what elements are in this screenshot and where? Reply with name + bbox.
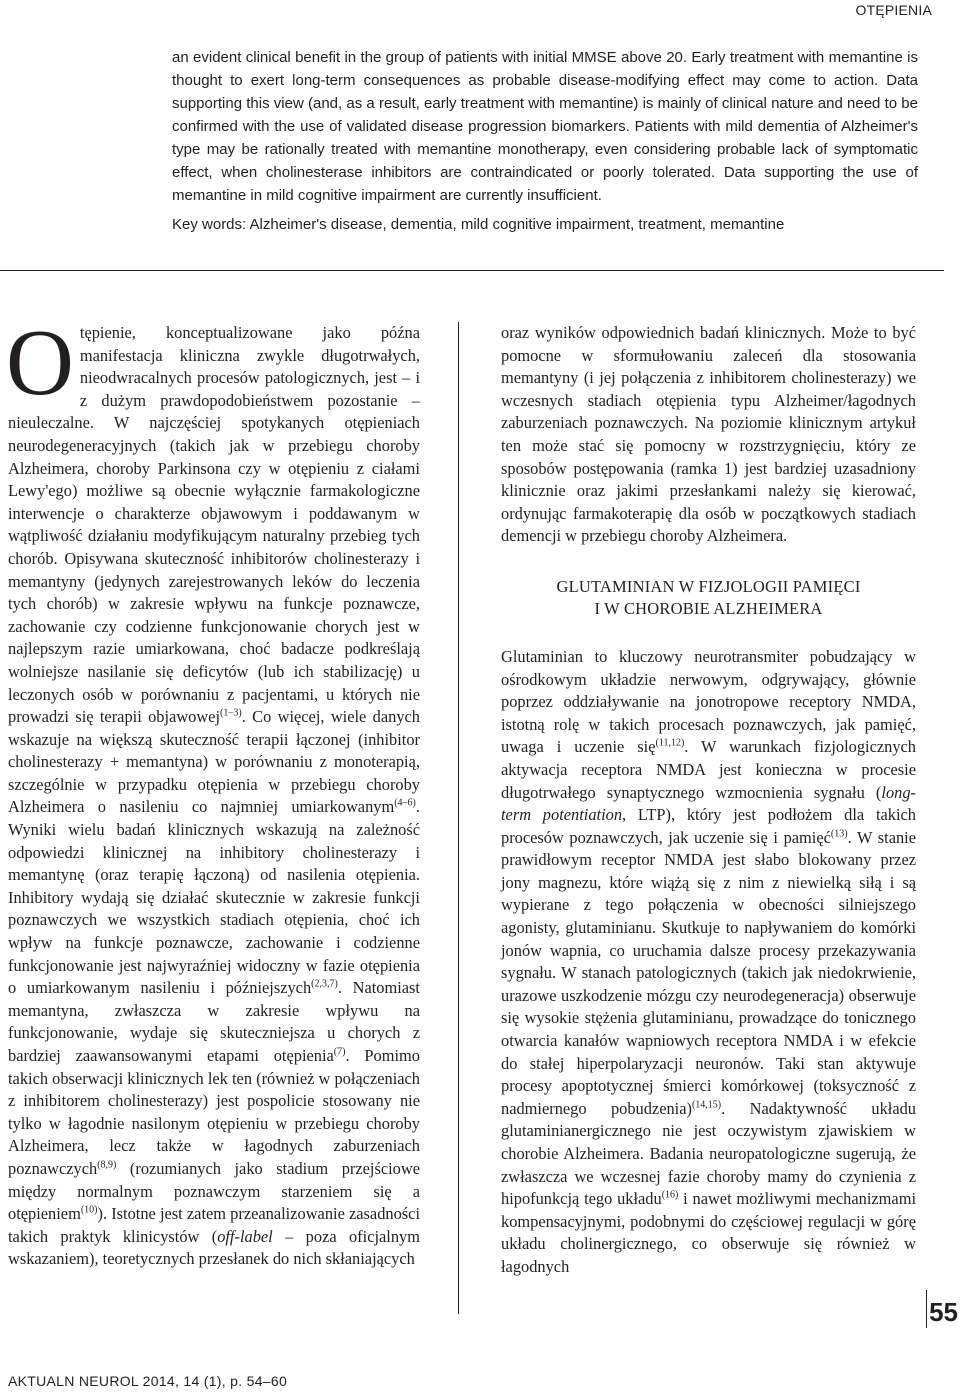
- reference: (16): [661, 1189, 679, 1201]
- text-span: tępienie, konceptualizowane jako późna manifestacja kliniczna zwykle długotrwałych, nieodwracalnych procesów patologicznych, jest – i z dużym prawdopodobieństwem pozostanie – nieuleczalne. W najczęściej spotykanych otępieniach neurodegeneracyjnych (takich jak w przebiegu choroby Alzheimera, choroby Parkinsona czy w otępieniu z ciałami Lewy'ego) możliwe są obecnie wyłącznie farmakologiczne interwencje o charakterze objawowym i poddawanym w wątpliwość działaniu modyfikującym naturalny przebieg tych chorób. Opisywana skuteczność inhibitorów cholinesterazy i memantyny (jedynych zarejestrowanych leków do leczenia tych chorób) w zakresie wpływu na funkcje poznawcze, zachowanie czy codzienne funkcjonowanie chorych jest w najlepszym razie umiarkowana, choć badacze podkreślają wolniejsze nasilanie się deficytów (lub ich stabilizację) u leczonych osób w porównaniu z pacjentami, u których nie prowadzi się terapii objawowej: [8, 323, 420, 727]
- journal-citation: AKTUALN NEUROL 2014, 14 (1), p. 54–60: [8, 1373, 288, 1389]
- right-column-intro: oraz wyników odpowiednich badań klinicznych. Może to być pomocne w sformułowaniu zaleceń dla stosowania memantyny (i jej połączenia z inhibitorem cholinesterazy) we wczesnych stadiach otępienia typu Alzheimer/łagodnych zaburzeniach poznawczych. Na poziomie klinicznym artykuł ten może stać się pomocny w rozstrzygnięciu, który ze sposobów postępowania (ramka 1) jest bardziej uzasadniony klinicznie oraz jakimi przesłankami należy się kierować, ordynując farmakoterapię dla osób w początkowych stadiach demencji w przebiegu choroby Alzheimera.: [501, 323, 916, 546]
- reference: (4–6): [394, 798, 416, 809]
- keywords: [172, 214, 918, 236]
- off-label-term: off-label: [217, 1226, 273, 1246]
- heading-line-2: I W CHOROBIE ALZHEIMERA: [594, 598, 823, 618]
- text-span: . Co więcej, wiele danych wskazuje na większą skuteczność terapii łączonej (inhibitor cholinesterazy + memantyna) w porównaniu z monoterapią, szczególnie w przypadku otępienia w przebiegu choroby Alzheimera o nasileniu co najmniej umiarkowanym: [8, 707, 420, 817]
- page-number-rule: [926, 1290, 927, 1328]
- text-span: . Pomimo takich obserwacji klinicznych lek ten (również w połączeniach z inhibitorem cholinesterazy) jest pospolicie stosowany nie tylko w łagodnie nasilonym otępieniu w przebiegu choroby Alzheimera, lecz także w łagodnych zaburzeniach poznawczych: [8, 1046, 420, 1178]
- reference: (11,12): [655, 737, 685, 749]
- reference: (13): [830, 828, 848, 840]
- reference: (1–3): [220, 707, 242, 719]
- text-span: . W warunkach fizjologicznych aktywacja receptora NMDA jest konieczna w procesie długotrwałego synaptycznego wzmocnienia sygnału (: [501, 737, 916, 802]
- abstract-text: an evident clinical benefit in the group of patients with initial MMSE above 20. Early treatment with memantine is thought to exert long-term consequences as probable disease-modifying effect may come to action. Data supporting this view (and, as a result, early treatment with memantine) is mainly of clinical nature and need to be confirmed with the use of validated disease progression biomarkers. Patients with mild dementia of Alzheimer's type may be rationally treated with memantine monotherapy, even considering probable lack of symptomatic effect, when cholinesterase inhibitors are contraindicated or poorly tolerated. Data supporting the use of memantine in mild cognitive impairment are currently insufficient.: [172, 49, 918, 204]
- text-span: . W stanie prawidłowym receptor NMDA jest słabo blokowany przez jony magnezu, które wiążą się z nim z niewielką siłą i są wypierane z tego połączenia w obecności silniejszego agonisty, glutaminianu. Skutkuje to napływaniem do komórki jonów wapnia, co uruchamia dalsze procesy przekazywania sygnału. W stanach patologicznych (takich jak niedokrwienie, urazowe uszkodzenie mózgu czy neurodegeneracja) obserwuje się wysokie stężenia glutaminianu, prowadzące do tonicznego otwarcia kanałów wapniowych receptora NMDA i w efekcie do stałej hiperpolaryzacji neuronów. Taki stan aktywuje procesy apoptotycznej śmierci komórkowej (toksyczność z nadmiernego pobudzenia): [501, 827, 916, 1118]
- text-span: – poza oficjalnym wskazaniem), teoretycznych przesłanek do nich skłaniających: [8, 1226, 420, 1269]
- text-span: i nawet możliwymi mechanizmami kompensacyjnymi, podobnymi do częściowej regulacji w górę układu cholinergicznego, co obserwuje się również w łagodnych: [501, 1189, 916, 1276]
- section-tag: OTĘPIENIA: [855, 2, 932, 18]
- text-span: (rozumianych jako stadium przejściowe między normalnym poznawczym starzeniem się a otępieniem: [8, 1158, 420, 1224]
- column-divider: [458, 322, 459, 1314]
- reference: (10): [80, 1204, 98, 1216]
- abstract: [172, 46, 918, 207]
- heading-line-1: GLUTAMINIAN W FIZJOLOGII PAMIĘCI: [556, 576, 861, 596]
- reference: (2,3,7): [311, 978, 338, 990]
- right-column: [501, 322, 916, 1279]
- reference: (8,9): [97, 1159, 117, 1171]
- text-span: , LTP), który jest podłożem dla takich procesów poznawczych, jak uczenie się i pamięć: [501, 805, 916, 847]
- horizontal-rule: [0, 270, 944, 271]
- text-span: . Nadaktywność układu glutaminianergicznego nie jest oczywistym zjawiskiem w chorobie Alzheimera. Badania neuropatologiczne sugerują, że zwłaszcza we wczesnej fazie choroby mamy do czynienia z hipofunkcją tego układu: [501, 1098, 916, 1209]
- right-column-body: [501, 646, 916, 1279]
- ltp-term: long-term potentiation: [501, 782, 916, 825]
- text-span: . Natomiast memantyna, zwłaszcza w zakresie wpływu na funkcjonowanie, wydaje się skuteczniejsza u chorych z bardziej zaawansowanymi etapami otępienia: [8, 978, 420, 1065]
- drop-cap: O: [6, 311, 74, 415]
- section-heading: [501, 576, 916, 620]
- left-column: [6, 311, 420, 1271]
- page-number: 55: [929, 1297, 958, 1327]
- reference: (14,15): [691, 1099, 722, 1111]
- text-span: . Wyniki wielu badań klinicznych wskazują na zależność odpowiedzi klinicznej na inhibitory cholinesterazy i memantynę (oraz terapię łączoną) od nasilenia otępienia. Inhibitory wydają się działać skutecznie w zakresie funkcji poznawczych we wszystkich stadiach otępienia, choć ich wpływ na funkcje poznawcze, zachowanie i codzienne funkcjonowanie jest najwyraźniej widoczny w fazie otępienia o umiarkowanym nasileniu i późniejszych: [8, 797, 420, 998]
- left-column-text: [6, 311, 420, 1271]
- text-span: Glutaminian to kluczowy neurotransmiter pobudzający w ośrodkowym układzie nerwowym, odgrywający, głównie poprzez oddziaływanie na jonotropowe receptory NMDA, istotną rolę w takich procesach poznawczych, jak pamięć, uwaga i uczenie się: [501, 646, 916, 757]
- keywords-list: Alzheimer's disease, dementia, mild cognitive impairment, treatment, memantine: [249, 216, 785, 233]
- keywords-label: Key words:: [172, 216, 247, 233]
- text-span: ). Istotne jest zatem przeanalizowanie zasadności takich praktyk klinicystów (: [8, 1204, 420, 1246]
- reference: (7): [333, 1046, 346, 1058]
